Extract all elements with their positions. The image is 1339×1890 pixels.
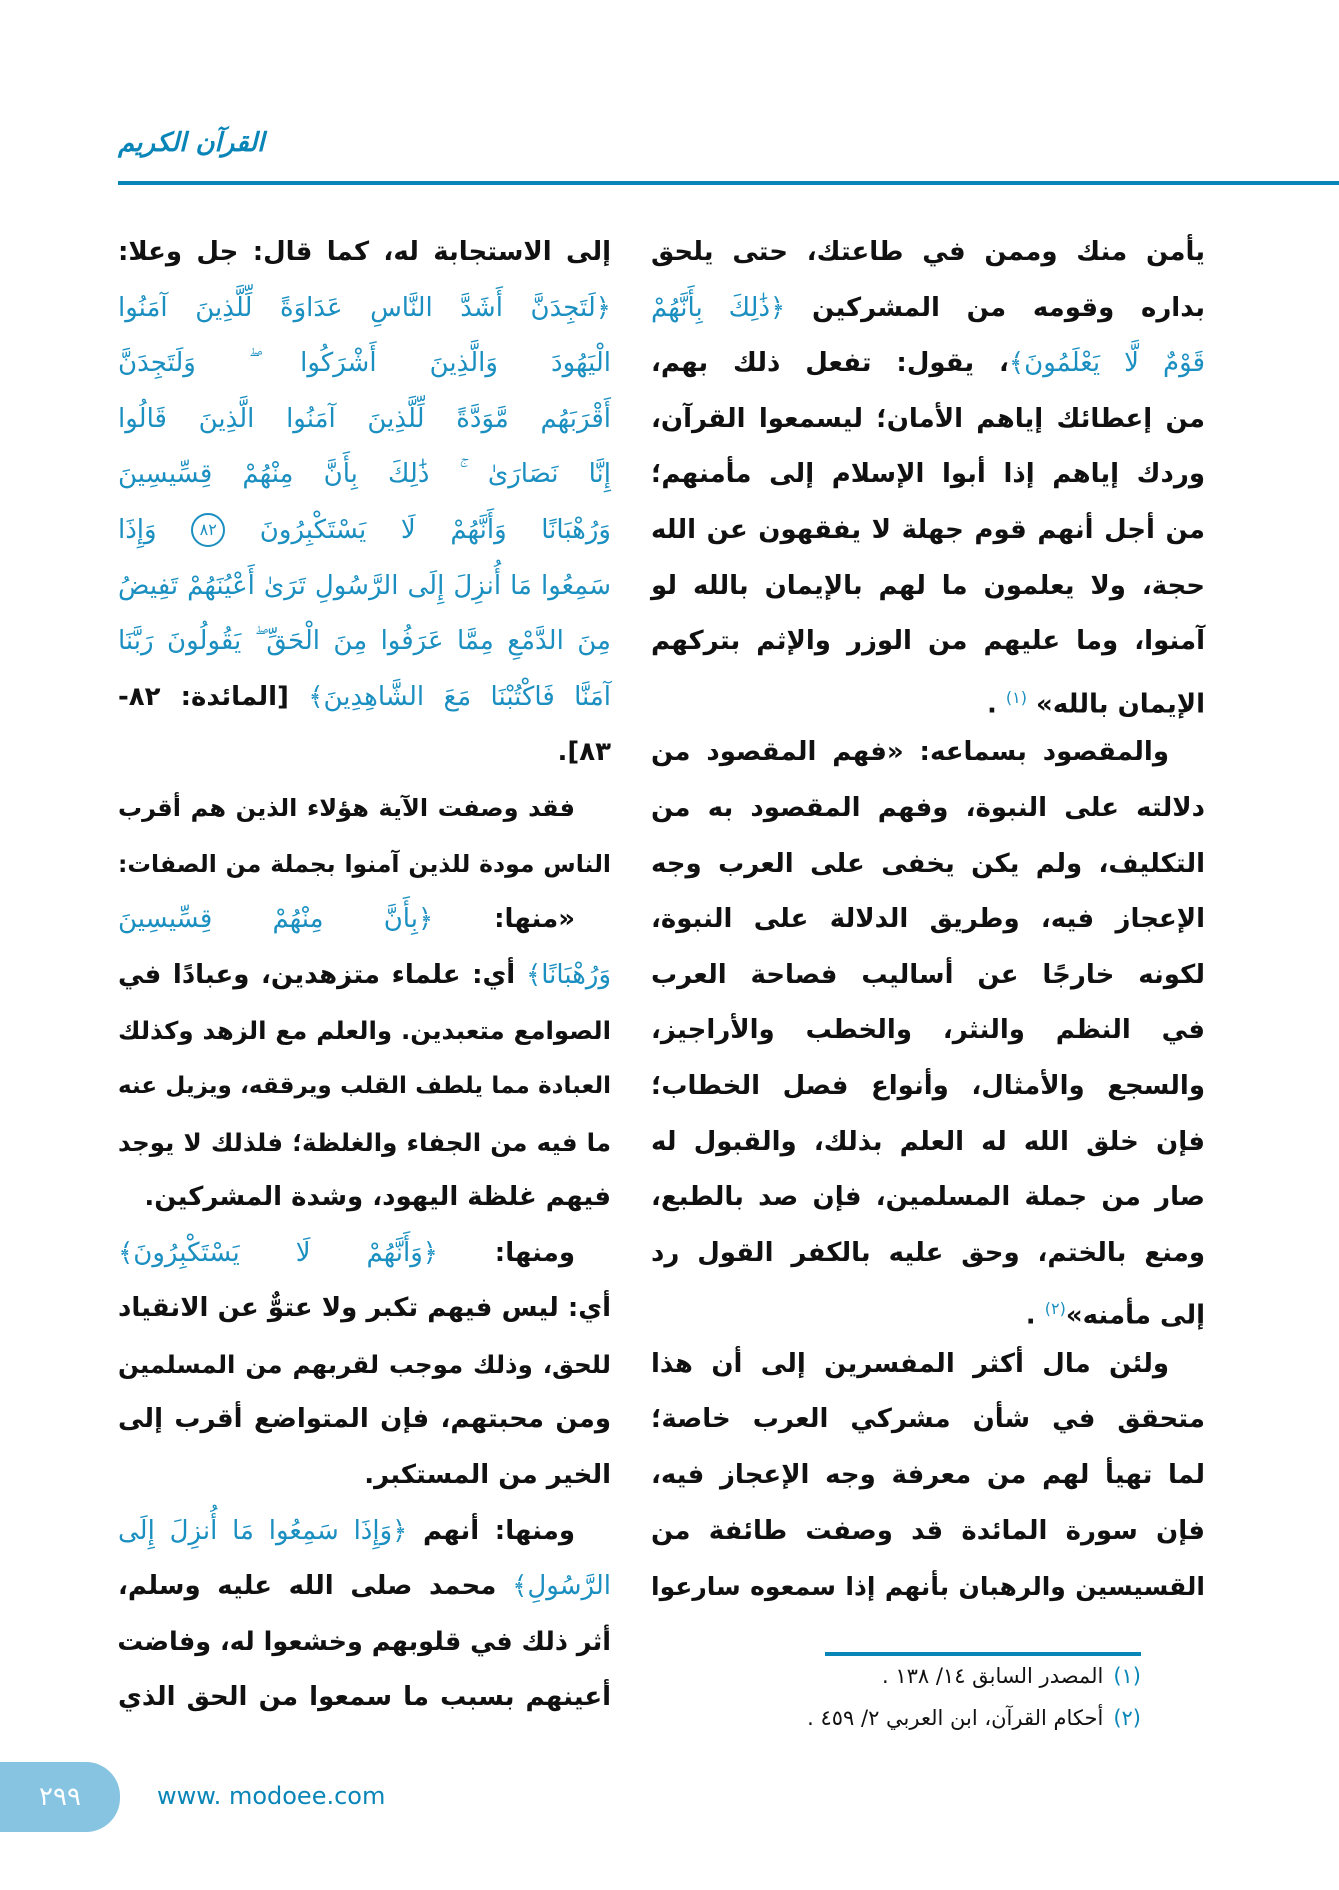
text-line — [651, 336, 1205, 392]
ayah-number-marker: ٨٢ — [191, 513, 225, 547]
body-text: العبادة مما يلطف القلب ويرققه، ويزيل عنه — [118, 1072, 611, 1099]
body-text: أثر ذلك في قلوبهم وخشعوا له، وفاضت — [117, 1626, 611, 1657]
text-line — [118, 670, 611, 726]
body-text: الإعجاز فيه، وطريق الدلالة على النبوة، — [651, 904, 1205, 935]
body-text: في النظم والنثر، والخطب والأراجيز، — [651, 1015, 1205, 1046]
text-line — [651, 948, 1205, 1004]
footnote-number: (١) — [1113, 1664, 1141, 1688]
text-line — [651, 447, 1205, 503]
footnote-reference: (١) — [1005, 687, 1027, 707]
text-line — [651, 1115, 1205, 1171]
body-text: ومنع بالختم، وحق عليه بالكفر القول رد — [651, 1237, 1205, 1268]
text-line — [651, 614, 1205, 670]
body-text: حجة، ولا يعلمون ما لهم بالإيمان بالله لو — [651, 570, 1205, 601]
quran-verse-text: سَمِعُوا مَا أُنزِلَ إِلَى الرَّسُولِ تَرَىٰ أَعْيُنَهُمْ تَفِيضُ — [118, 570, 611, 601]
body-text: الإيمان بالله» — [1027, 689, 1205, 720]
body-text: لكونه خارجًا عن أساليب فصاحة العرب — [651, 959, 1205, 990]
body-text: يأمن منك وممن في طاعتك، حتى يلحق — [651, 237, 1205, 267]
text-line — [651, 281, 1205, 337]
quran-verse-text: إِنَّا نَصَارَىٰ ۚ ذَٰلِكَ بِأَنَّ مِنْهُمْ قِسِّيسِينَ — [118, 459, 611, 490]
text-line — [118, 559, 611, 615]
quran-verse-text: وَإِذَا — [118, 514, 192, 545]
text-line — [118, 837, 611, 893]
body-text: ومن محبتهم، فإن المتواضع أقرب إلى — [118, 1404, 611, 1435]
text-line — [651, 1559, 1205, 1615]
body-text: لما تهيأ لهم من معرفة وجه الإعجاز فيه، — [651, 1460, 1205, 1491]
text-line — [651, 1226, 1205, 1282]
body-text: متحقق في شأن مشركي العرب خاصة؛ — [651, 1404, 1205, 1435]
body-text: ، يقول: تفعل ذلك بهم، — [651, 348, 1009, 379]
body-text: الناس مودة للذين آمنوا بجملة من الصفات: — [118, 849, 611, 878]
footnote-reference: (٢) — [1044, 1299, 1066, 1319]
text-line — [118, 1281, 611, 1337]
body-text: أعينهم بسبب ما سمعوا من الحق الذي — [118, 1682, 611, 1713]
body-text: ومنها: أنهم — [407, 1515, 576, 1546]
text-line — [118, 1170, 611, 1226]
text-line — [118, 1670, 611, 1726]
text-line — [118, 892, 611, 948]
text-line — [651, 725, 1205, 781]
quran-verse-text: وَرُهْبَانًا وَأَنَّهُمْ لَا يَسْتَكْبِرُونَ — [225, 514, 611, 545]
quran-verse-text: أَقْرَبَهُم مَّوَدَّةً لِّلَّذِينَ آمَنُوا الَّذِينَ قَالُوا — [118, 403, 611, 434]
quran-verse-text: ﴿وَإِذَا سَمِعُوا مَا أُنزِلَ إِلَى — [118, 1515, 408, 1546]
text-line — [118, 1615, 611, 1671]
body-text: بداره وقومه من المشركين — [785, 292, 1206, 323]
body-text: ٨٣]. — [557, 737, 611, 768]
text-line — [118, 392, 611, 448]
text-line — [118, 1337, 611, 1393]
text-line — [651, 1392, 1205, 1448]
body-text: القسيسين والرهبان بأنهم إذا سمعوه سارعوا — [651, 1572, 1205, 1602]
quran-verse-text: ﴿ذَٰلِكَ بِأَنَّهُمْ — [651, 292, 786, 323]
text-line — [118, 948, 611, 1004]
text-line — [118, 725, 611, 781]
website-link[interactable]: www. modoee.com — [157, 1782, 386, 1810]
text-line — [118, 781, 611, 837]
body-text: الصوامع متعبدين. والعلم مع الزهد وكذلك — [118, 1016, 611, 1046]
text-line — [118, 281, 611, 337]
text-line — [118, 1392, 611, 1448]
text-line — [118, 614, 611, 670]
text-line — [118, 1115, 611, 1171]
text-line — [651, 392, 1205, 448]
body-text: والمقصود بسماعه: «فهم المقصود من — [651, 737, 1169, 768]
text-line — [118, 1559, 611, 1615]
text-line — [651, 1059, 1205, 1115]
body-text: إلى الاستجابة له، كما قال: جل وعلا: — [118, 237, 611, 267]
body-text: فقد وصفت الآية هؤلاء الذين هم أقرب — [118, 793, 575, 822]
body-text: أي: علماء متزهدين، وعبادًا في — [118, 959, 516, 990]
text-line — [118, 1504, 611, 1560]
body-text: الخير من المستكبر. — [364, 1460, 611, 1491]
body-text: ما فيه من الجفاء والغلظة؛ فلذلك لا يوجد — [118, 1127, 611, 1157]
body-text: ومنها: — [438, 1237, 576, 1268]
right-text-column — [651, 225, 1205, 1615]
body-text: إلى مأمنه» — [1065, 1300, 1205, 1331]
text-line — [651, 670, 1205, 726]
footnote-divider — [825, 1652, 1141, 1656]
text-line — [651, 1281, 1205, 1337]
text-line — [651, 1337, 1205, 1393]
body-text: للحق، وذلك موجب لقربهم من المسلمين — [118, 1349, 611, 1379]
body-text: والسجع والأمثال، وأنواع فصل الخطاب؛ — [651, 1070, 1205, 1101]
body-text: فإن سورة المائدة قد وصفت طائفة من — [651, 1515, 1205, 1546]
quran-verse-text: الرَّسُولِ﴾ — [496, 1571, 611, 1602]
footnote-text: المصدر السابق ١٤/ ١٣٨ . — [881, 1664, 1104, 1688]
quran-verse-text: ﴿لَتَجِدَنَّ أَشَدَّ النَّاسِ عَدَاوَةً لِّلَّذِينَ آمَنُوا — [118, 292, 611, 323]
body-text: . — [986, 689, 1006, 720]
footnote-number: (٢) — [1113, 1706, 1141, 1730]
quran-verse-text: مِنَ الدَّمْعِ مِمَّا عَرَفُوا مِنَ الْحَقِّ ۖ يَقُولُونَ رَبَّنَا — [118, 626, 611, 657]
text-line — [118, 447, 611, 503]
text-line — [651, 225, 1205, 281]
header-divider — [118, 181, 1339, 185]
text-line — [118, 1003, 611, 1059]
left-text-column — [118, 225, 611, 1726]
text-line — [118, 1059, 611, 1115]
quran-verse-text: آمَنَّا فَاكْتُبْنَا مَعَ الشَّاهِدِينَ﴾ — [288, 681, 611, 712]
text-line — [118, 1448, 611, 1504]
text-line — [651, 503, 1205, 559]
book-title-logo: القرآن الكريم — [118, 128, 265, 158]
body-text: أي: ليس فيهم تكبر ولا عتوٌّ عن الانقياد — [118, 1293, 611, 1324]
quran-verse-text: الْيَهُودَ وَالَّذِينَ أَشْرَكُوا ۖ وَلَتَجِدَنَّ — [118, 348, 611, 379]
text-line — [118, 503, 611, 559]
text-line — [651, 1170, 1205, 1226]
text-line — [118, 225, 611, 281]
quran-verse-text: ﴿وَأَنَّهُمْ لَا يَسْتَكْبِرُونَ﴾ — [118, 1237, 439, 1268]
body-text: ولئن مال أكثر المفسرين إلى أن هذا — [651, 1348, 1169, 1379]
body-text: . — [1025, 1300, 1045, 1331]
text-line — [118, 1226, 611, 1282]
quran-verse-text: ﴿بِأَنَّ مِنْهُمْ قِسِّيسِينَ — [118, 904, 434, 935]
quran-verse-text: قَوْمٌ لَّا يَعْلَمُونَ﴾ — [1008, 348, 1206, 379]
body-text: محمد صلى الله عليه وسلم، — [118, 1571, 497, 1602]
body-text: آمنوا، وما عليهم من الوزر والإثم بتركهم — [651, 626, 1205, 657]
text-line — [651, 837, 1205, 893]
body-text: دلالته على النبوة، وفهم المقصود به من — [651, 792, 1205, 823]
footnote-1 — [882, 1664, 1141, 1688]
footnote-2 — [807, 1706, 1141, 1730]
body-text: وردك إياهم إذا أبوا الإسلام إلى مأمنهم؛ — [651, 459, 1205, 490]
text-line — [651, 781, 1205, 837]
footnote-text: أحكام القرآن، ابن العربي ٢/ ٤٥٩ . — [807, 1706, 1104, 1730]
body-text: من إعطائك إياهم الأمان؛ ليسمعوا القرآن، — [651, 403, 1205, 434]
text-line — [651, 1448, 1205, 1504]
body-text: فإن خلق الله له العلم بذلك، والقبول له — [651, 1126, 1205, 1157]
quran-verse-text: وَرُهْبَانًا﴾ — [515, 959, 612, 990]
text-line — [118, 336, 611, 392]
body-text: من أجل أنهم قوم جهلة لا يفقهون عن الله — [651, 514, 1205, 545]
text-line — [651, 1003, 1205, 1059]
text-line — [651, 892, 1205, 948]
text-line — [651, 559, 1205, 615]
page-number: ٢٩٩ — [0, 1762, 120, 1832]
body-text: «منها: — [433, 904, 575, 935]
text-line — [651, 1504, 1205, 1560]
body-text: صار من جملة المسلمين، فإن صد بالطبع، — [651, 1182, 1205, 1213]
body-text: [المائدة: ٨٢- — [118, 681, 289, 712]
body-text: فيهم غلظة اليهود، وشدة المشركين. — [144, 1182, 611, 1213]
body-text: التكليف، ولم يكن يخفى على العرب وجه — [651, 848, 1205, 879]
